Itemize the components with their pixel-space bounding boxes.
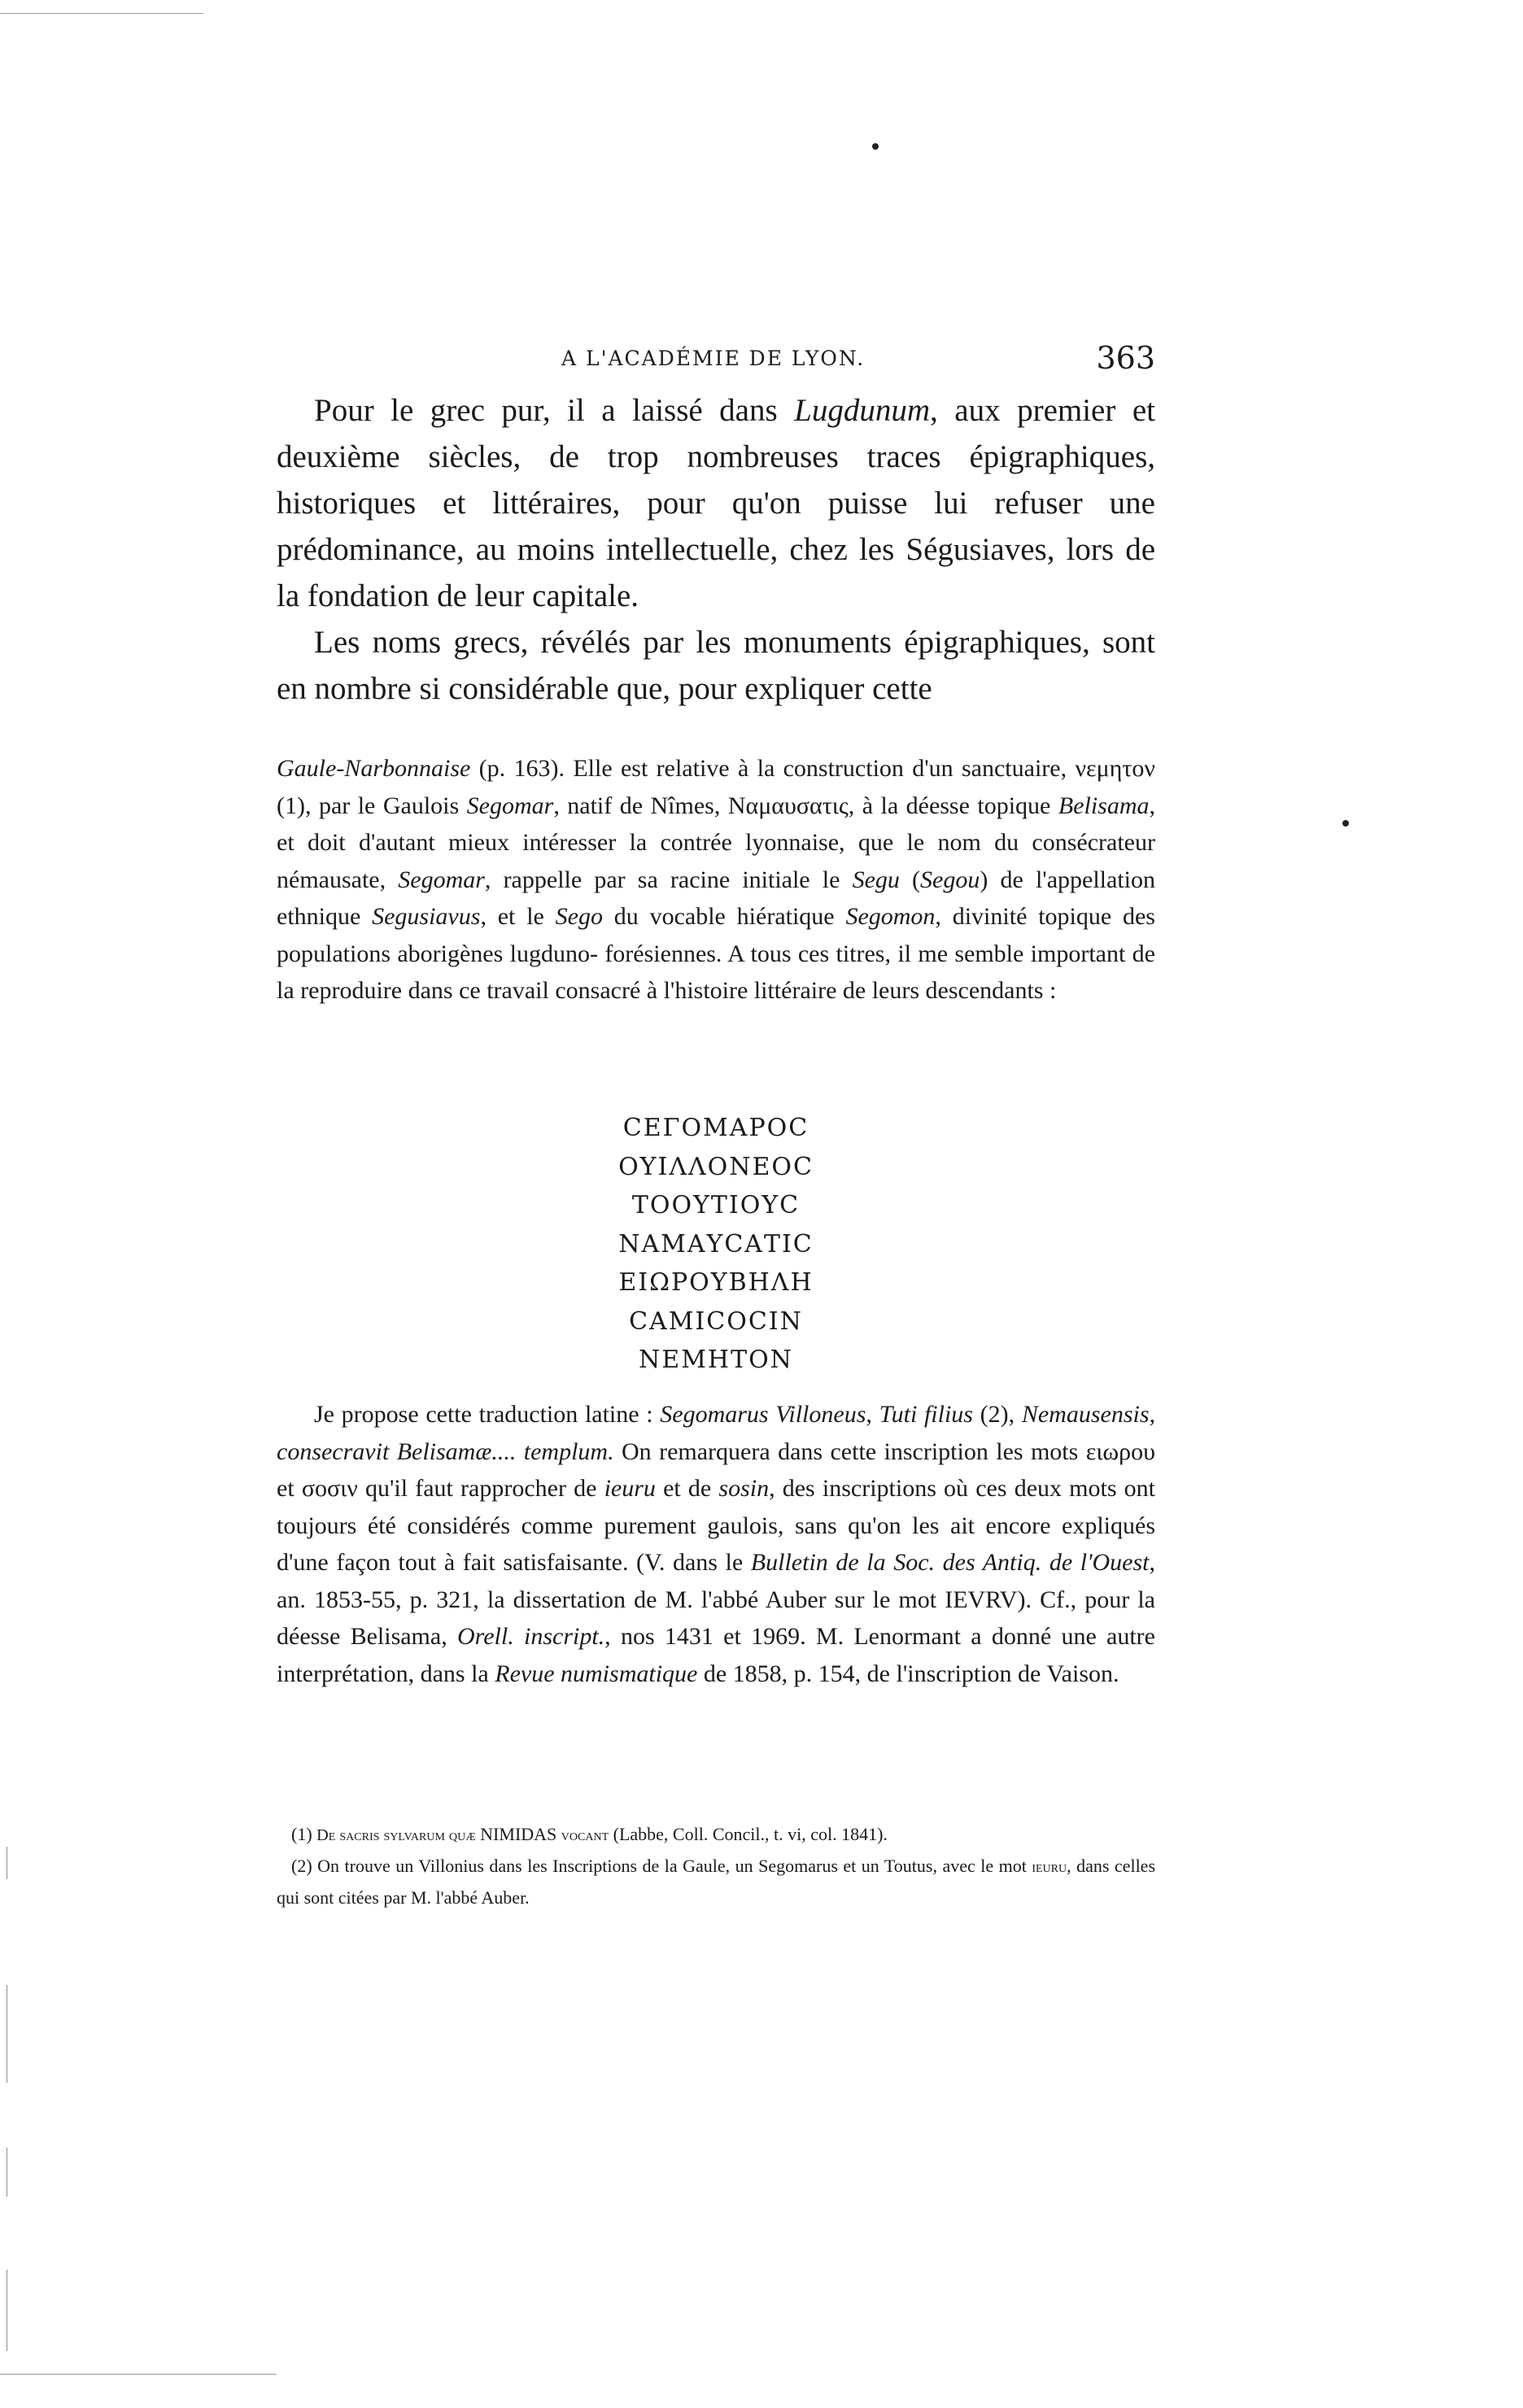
main-text [277,387,1155,712]
scan-border-bottom-left [0,2374,277,2375]
inscription-line: CΕΓΟΜΑΡΟC [622,1114,810,1142]
note-continuation [277,750,1155,1010]
page-header [277,340,1155,381]
inscription-line: CΑΜΙCΟCΙΝ [629,1307,803,1336]
ink-speck [1342,820,1349,827]
scan-border-top-left [0,13,203,14]
inscription-line: ΝΕΜΗΤΟΝ [639,1346,793,1374]
inscription-line: ΤΟΟΥΤΙΟΥC [631,1191,801,1219]
body-paragraph: Les noms grecs, révélés par les monuments épigraphiques, sont en nombre si considérable que, pour expliquer cette [277,625,1155,706]
running-head: A L'ACADÉMIE DE LYON. [561,347,866,370]
footnote-2: (2) On trouve un Villonius dans les Inscriptions de la Gaule, un Segomarus et un Toutus, avec le mot ieuru, dans celles qui sont citées par M. l'abbé Auber. [277,1856,1156,1908]
inscription-line: ΝΑΜΑΥCΑΤΙC [618,1229,814,1259]
greek-inscription [504,1109,927,1380]
note-paragraph: Gaule-Narbonnaise (p. 163). Elle est relative à la construction d'un sanctuaire, νεμητον (1), par le Gaulois Segomar, natif de Nîmes, Ναμαυσατις, à la déesse topique Belisama, et doit d'autant mieux intéresser la contrée lyonnaise, que le nom du consécrateur némausate, Segomar, rappelle par sa racine initiale le Segu (Segou) de l'appellation ethnique Segusiavus, et le Sego du vocable hiératique Segomon, divinité topique des populations aborigènes lugduno- forésiennes. A tous ces titres, il me semble important de la reproduire dans ce travail consacré à l'histoire littéraire de leurs descendants : [277,755,1156,1004]
page-number: 363 [1096,340,1155,376]
ink-speck [872,143,879,150]
body-paragraph: Pour le grec pur, il a laissé dans Lugdunum, aux premier et deuxième siècles, de trop nombreuses traces épigraphiques, historiques et littéraires, pour qu'on puisse lui refuser une prédominance, au moins intellectuelle, chez les Ségusiaves, lors de la fondation de leur capitale. [277,393,1155,613]
footnotes [277,1819,1155,1913]
inscription-line: ΟΥΙΛΛΟΝΕΟC [618,1152,814,1181]
footnote-1: (1) De sacris sylvarum quæ NIMIDAS vocant (Labbe, Coll. Concil., t. vi, col. 1841). [291,1824,888,1844]
note-paragraph: Je propose cette traduction latine : Segomarus Villoneus, Tuti filius (2), Nemausensis, consecravit Belisamæ.... templum. On remarquera dans cette inscription les mots ειωρου et σοσιν qu'il faut rapprocher de ieuru et de sosin, des inscriptions où ces deux mots ont toujours été considérés comme purement gaulois, sans qu'on les ait encore expliqués d'une façon tout à fait satisfaisante. (V. dans le Bulletin de la Soc. des Antiq. de l'Ouest, an. 1853-55, p. 321, la dissertation de M. l'abbé Auber sur le mot IEVRV). Cf., pour la déesse Belisama, Orell. inscript., nos 1431 et 1969. M. Lenormant a donné une autre interprétation, dans la Revue numismatique de 1858, p. 154, de l'inscription de Vaison. [277,1401,1156,1687]
inscription-line: ΕΙΩΡΟΥΒΗΛΗ [618,1268,814,1297]
note-translation [277,1396,1155,1692]
